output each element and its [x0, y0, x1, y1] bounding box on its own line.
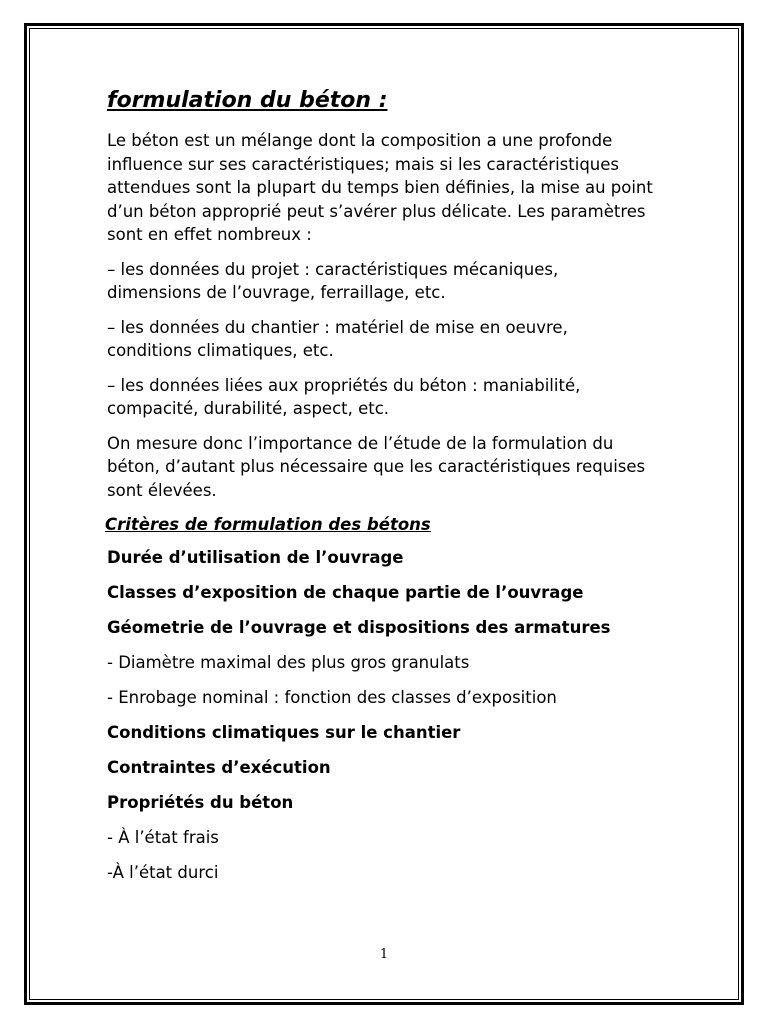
section-title: Critères de formulation des bétons — [105, 515, 431, 534]
conclusion-paragraph: On mesure donc l’importance de l’étude de la formulation du béton, d’autant plus nécessaire que les caractéristiques requises sont élevées. — [107, 433, 646, 500]
page-content — [107, 86, 657, 896]
project-data-paragraph: – les données du projet : caractéristiques mécaniques, dimensions de l’ouvrage, ferraillage, etc. — [107, 259, 559, 302]
criterion-geometry: Géometrie de l’ouvrage et dispositions des armatures — [107, 618, 611, 637]
criterion-usage-duration: Durée d’utilisation de l’ouvrage — [107, 548, 404, 567]
site-data-paragraph: – les données du chantier : matériel de mise en oeuvre, conditions climatiques, etc. — [107, 317, 568, 360]
criterion-nominal-cover: - Enrobage nominal : fonction des classes d’exposition — [107, 688, 557, 707]
criterion-concrete-properties: Propriétés du béton — [107, 793, 294, 812]
page-number: 1 — [379, 947, 389, 962]
criterion-fresh-state: - À l’état frais — [107, 828, 219, 847]
criterion-exposure-classes: Classes d’exposition de chaque partie de l’ouvrage — [107, 583, 584, 602]
concrete-properties-paragraph: – les données liées aux propriétés du béton : maniabilité, compacité, durabilité, aspect, etc. — [107, 375, 581, 418]
criterion-max-aggregate-diameter: - Diamètre maximal des plus gros granulats — [107, 653, 470, 672]
document-title: formulation du béton : — [107, 88, 388, 113]
intro-paragraph: Le béton est un mélange dont la composition a une profonde influence sur ses caractéristiques; mais si les caractéristiques attendues sont la plupart du temps bien définies, la mise au point d’un béton approprié peut s’avérer plus délicate. Les paramètres sont en effet nombreux : — [107, 131, 653, 244]
criterion-execution-constraints: Contraintes d’exécution — [107, 758, 331, 777]
criterion-climatic-conditions: Conditions climatiques sur le chantier — [107, 723, 461, 742]
criterion-hardened-state: -À l’état durci — [107, 863, 219, 882]
